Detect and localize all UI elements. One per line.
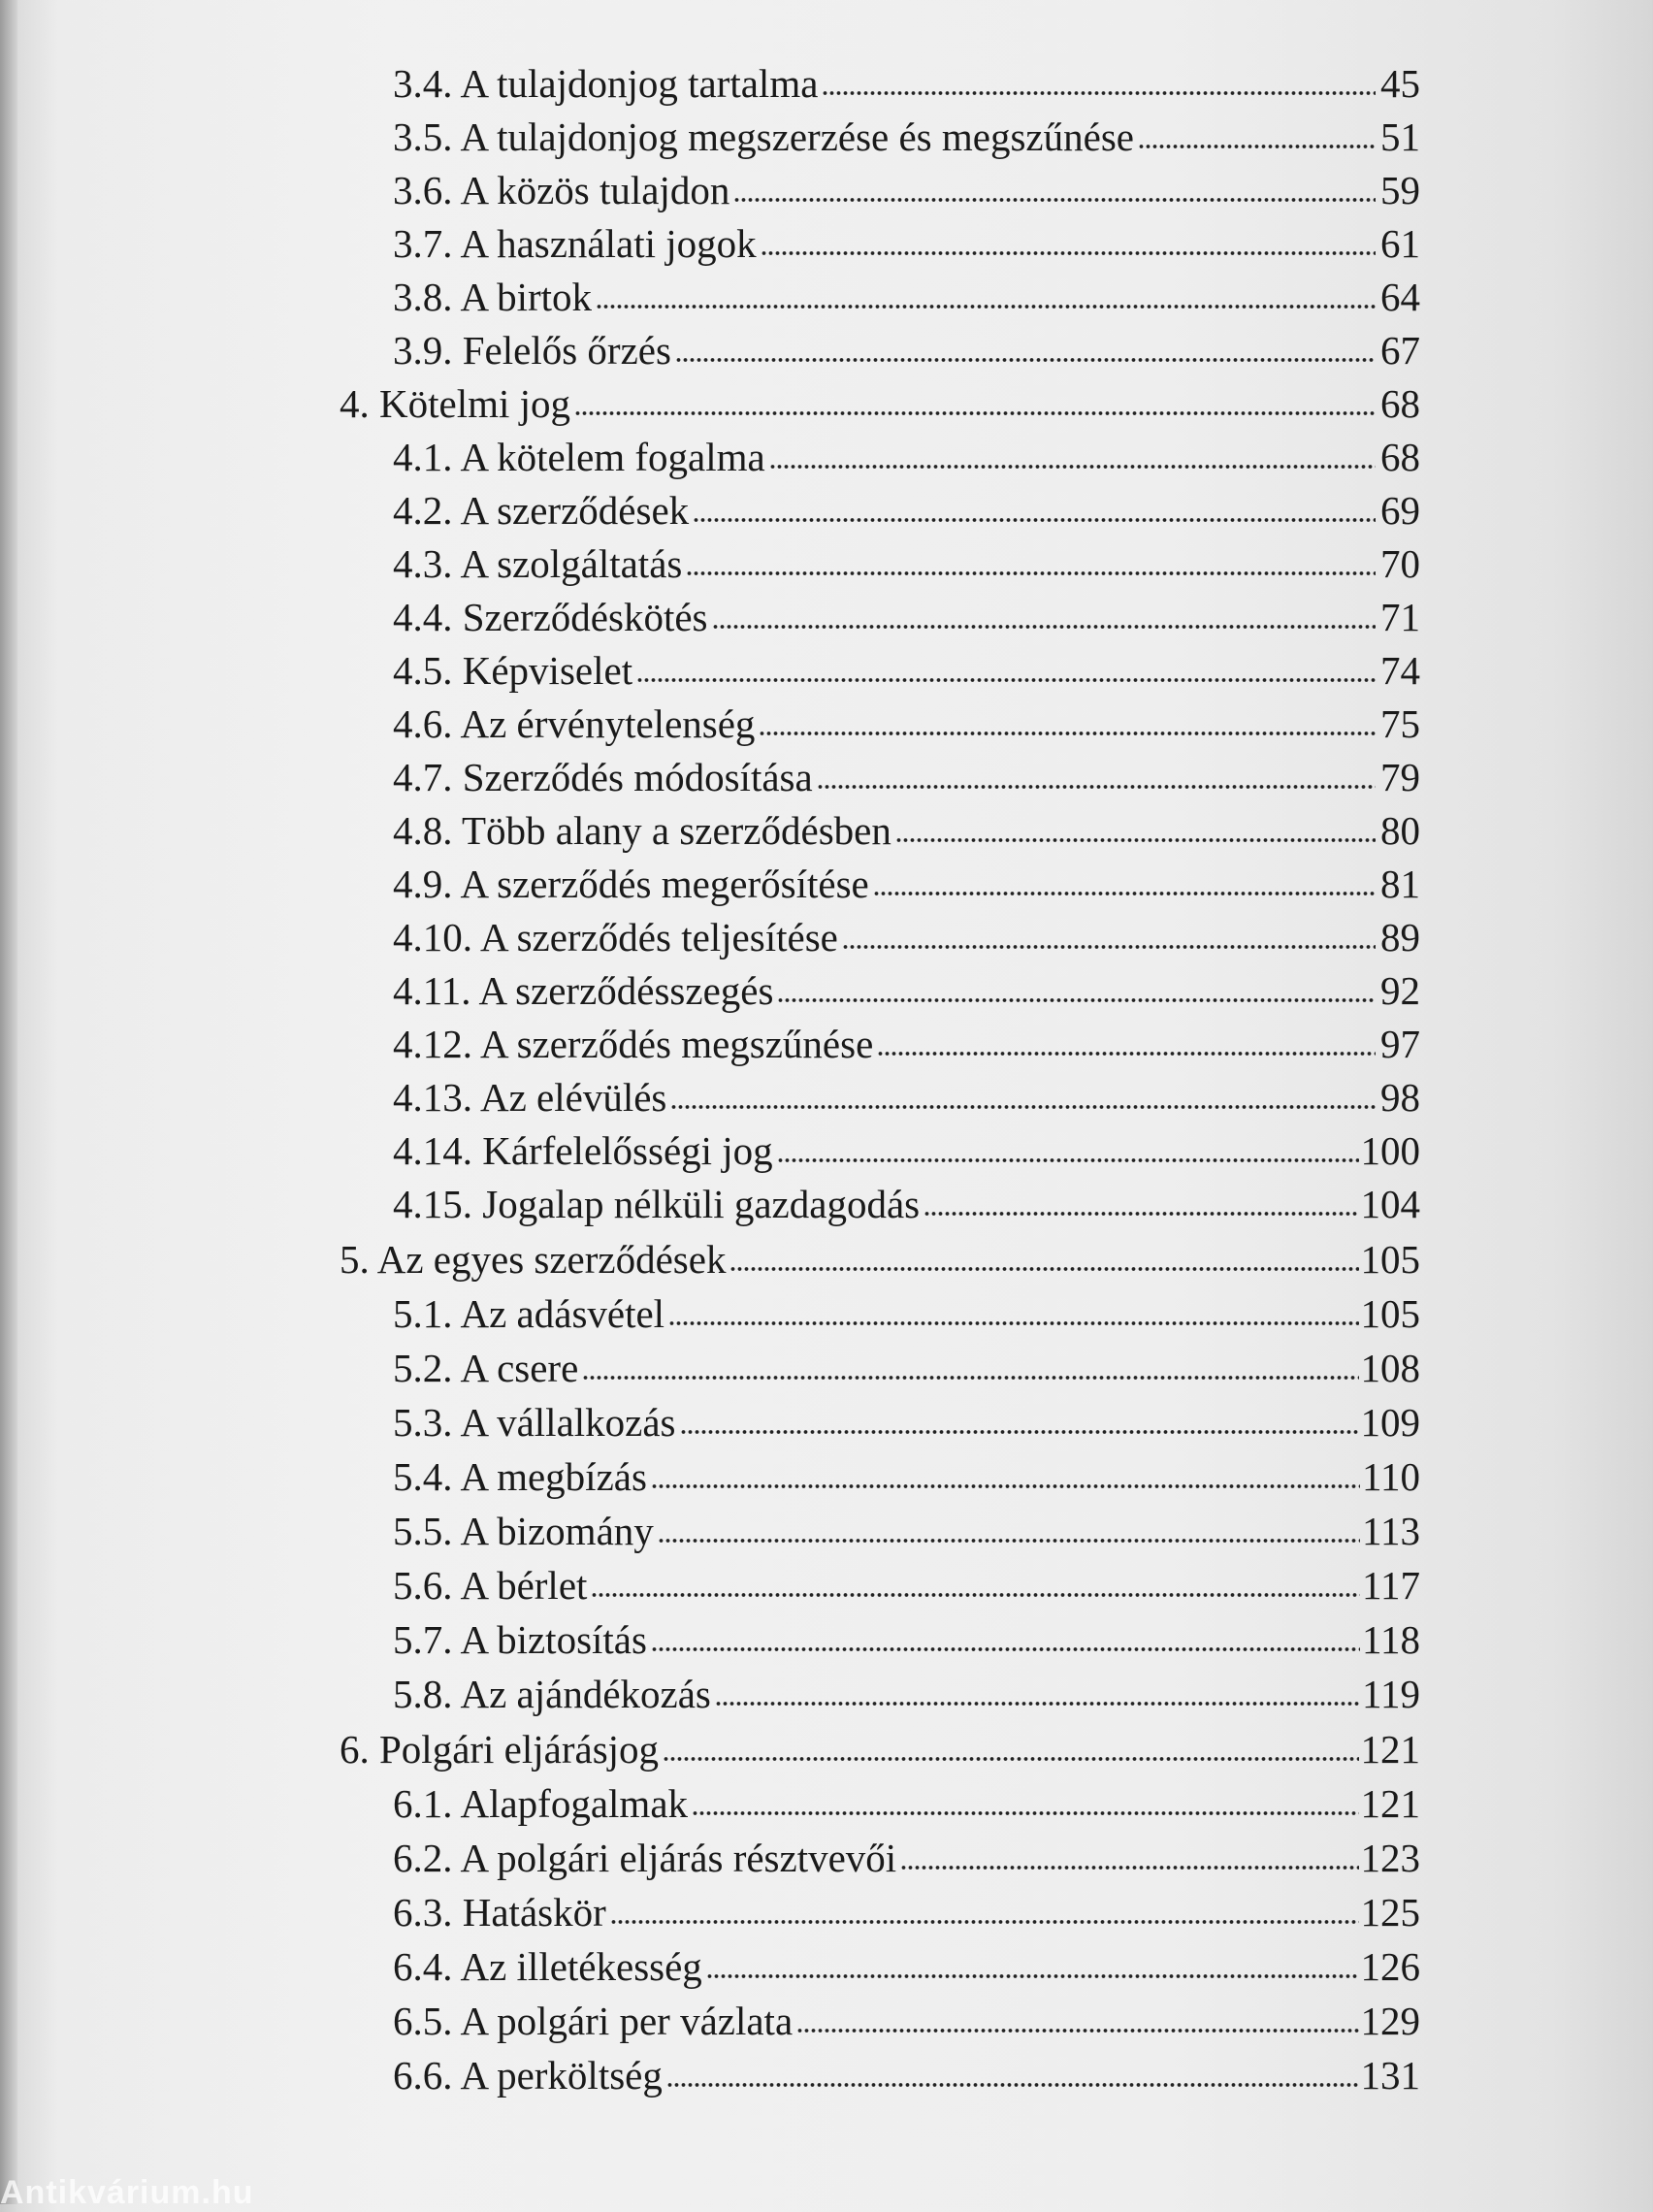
toc-chapter (340, 1234, 1420, 1285)
toc-leader-dots (822, 88, 1376, 98)
toc-entry (393, 1669, 1420, 1719)
toc-entry-page: 100 (1360, 1128, 1420, 1173)
toc-entry-page: 121 (1360, 1781, 1420, 1826)
toc-entry-page: 74 (1380, 648, 1420, 693)
toc-entry-page: 129 (1360, 1999, 1420, 2043)
toc-entry (393, 1451, 1420, 1502)
toc-entry-page: 51 (1380, 114, 1420, 159)
toc-entry (393, 1887, 1420, 1937)
toc-entry-title: 5.4. A megbízás (393, 1454, 647, 1499)
toc-leader-dots (686, 569, 1376, 578)
toc-entry-title: 4.6. Az érvénytelenség (393, 701, 756, 746)
toc-entry-page: 75 (1380, 701, 1420, 746)
toc-entry-title: 4.14. Kárfelelősségi jog (393, 1128, 773, 1173)
toc-entry-title: 5.7. A biztosítás (393, 1617, 647, 1662)
toc-leader-dots (693, 515, 1376, 525)
toc-entry (393, 1072, 1420, 1122)
toc-entry-title: 4.9. A szerződés megerősítése (393, 862, 869, 906)
toc-entry (393, 1778, 1420, 1829)
toc-entry-title: 3.7. A használati jogok (393, 221, 757, 266)
toc-leader-dots (712, 622, 1377, 632)
toc-entry-page: 81 (1380, 862, 1420, 906)
toc-entry-page: 118 (1362, 1617, 1420, 1662)
toc-entry (393, 1996, 1420, 2046)
toc-entry (393, 1288, 1420, 1339)
toc-entry-title: 3.5. A tulajdonjog megszerzése és megszűnése (393, 114, 1134, 159)
toc-leader-dots (733, 195, 1376, 205)
toc-leader-dots (636, 675, 1376, 685)
toc-entry (393, 1833, 1420, 1883)
toc-entry-page: 71 (1380, 595, 1420, 639)
toc-entry-page: 79 (1380, 755, 1420, 799)
toc-entry-page: 125 (1360, 1890, 1420, 1935)
toc-leader-dots (582, 1373, 1358, 1382)
toc-entry (393, 218, 1420, 269)
toc-entry (393, 859, 1420, 909)
toc-entry-page: 68 (1380, 435, 1420, 479)
toc-leader-dots (651, 1481, 1360, 1491)
toc-entry-page: 97 (1380, 1022, 1420, 1066)
toc-leader-dots (924, 1209, 1358, 1219)
toc-entry (393, 1614, 1420, 1665)
toc-leader-dots (729, 1264, 1358, 1274)
toc-leader-dots (692, 1808, 1358, 1818)
toc-entry (393, 912, 1420, 962)
toc-leader-dots (715, 1699, 1360, 1708)
toc-entry-page: 109 (1360, 1400, 1420, 1445)
toc-entry-title: 5.5. A bizomány (393, 1509, 654, 1553)
toc-entry-page: 45 (1380, 61, 1420, 106)
toc-chapter-page: 68 (1380, 381, 1420, 426)
toc-leader-dots (1138, 142, 1376, 151)
toc-entry-title: 3.8. A birtok (393, 275, 593, 319)
toc-entry-title: 4.3. A szolgáltatás (393, 541, 683, 586)
watermark: Antikvárium.hu (0, 2174, 254, 2211)
toc-entry-title: 6.6. A perköltség (393, 2053, 663, 2098)
toc-entry (393, 965, 1420, 1016)
toc-leader-dots (670, 1102, 1376, 1112)
toc-entry-page: 89 (1380, 915, 1420, 960)
toc-entry (393, 1506, 1420, 1556)
toc-entry-title: 3.6. A közös tulajdon (393, 168, 730, 212)
toc-leader-dots (680, 1427, 1359, 1437)
toc-entry (393, 325, 1420, 375)
toc-entry-title: 4.10. A szerződés teljesítése (393, 915, 838, 960)
toc-entry-title: 5.8. Az ajándékozás (393, 1672, 711, 1716)
toc-entry (393, 272, 1420, 322)
toc-leader-dots (591, 1590, 1360, 1600)
toc-entry-page: 67 (1380, 328, 1420, 373)
toc-leader-dots (777, 995, 1376, 1005)
toc-entry-page: 70 (1380, 541, 1420, 586)
toc-entry-title: 4.8. Több alany a szerződésben (393, 808, 891, 853)
toc-entry (393, 699, 1420, 749)
toc-entry-page: 59 (1380, 168, 1420, 212)
toc-leader-dots (817, 782, 1376, 792)
toc-entry (393, 1560, 1420, 1610)
toc-entry-title: 4.15. Jogalap nélküli gazdagodás (393, 1182, 921, 1226)
toc-entry-page: 64 (1380, 275, 1420, 319)
toc-entry-title: 3.9. Felelős őrzés (393, 328, 671, 373)
toc-leader-dots (596, 302, 1376, 311)
toc-entry-title: 4.12. A szerződés megszűnése (393, 1022, 874, 1066)
toc-entry-page: 92 (1380, 968, 1420, 1013)
toc-entry-page: 113 (1362, 1509, 1420, 1553)
toc-entry-page: 117 (1362, 1563, 1420, 1608)
toc-entry-title: 4.11. A szerződésszegés (393, 968, 774, 1013)
toc-entry-title: 4.5. Képviselet (393, 648, 633, 693)
toc-entry (393, 2050, 1420, 2100)
toc-leader-dots (668, 1318, 1358, 1328)
toc-entry (393, 1179, 1420, 1229)
toc-leader-dots (574, 408, 1376, 418)
toc-entry-page: 123 (1360, 1836, 1420, 1880)
toc-entry-title: 6.3. Hatáskör (393, 1890, 606, 1935)
toc-entry (393, 432, 1420, 482)
toc-leader-dots (769, 462, 1376, 472)
toc-leader-dots (877, 1049, 1376, 1058)
toc-entry-page: 104 (1360, 1182, 1420, 1226)
toc-entry-page: 108 (1360, 1346, 1420, 1390)
toc-leader-dots (651, 1644, 1360, 1654)
toc-entry-title: 6.5. A polgári per vázlata (393, 1999, 794, 2043)
toc-leader-dots (610, 1917, 1359, 1927)
toc-entry-page: 110 (1362, 1454, 1420, 1499)
toc-leader-dots (796, 2026, 1358, 2035)
toc-entry-title: 5.6. A bérlet (393, 1563, 588, 1608)
toc-entry (393, 112, 1420, 162)
toc-entry-page: 126 (1360, 1944, 1420, 1989)
toc-entry-title: 6.2. A polgári eljárás résztvevői (393, 1836, 897, 1880)
toc-entry-page: 80 (1380, 808, 1420, 853)
toc-entry-title: 6.1. Alapfogalmak (393, 1781, 689, 1826)
toc-entry-page: 69 (1380, 488, 1420, 533)
toc-entry-title: 4.2. A szerződések (393, 488, 690, 533)
toc-entry (393, 1343, 1420, 1393)
toc-leader-dots (666, 2080, 1359, 2090)
toc-entry (393, 592, 1420, 642)
toc-leader-dots (895, 835, 1376, 845)
toc-leader-dots (706, 1971, 1359, 1981)
toc-entry-page: 61 (1380, 221, 1420, 266)
toc-entry-title: 4.13. Az elévülés (393, 1075, 667, 1120)
toc-entry (393, 645, 1420, 696)
toc-entry-title: 4.4. Szerződéskötés (393, 595, 708, 639)
toc-leader-dots (663, 1754, 1358, 1764)
toc-leader-dots (759, 729, 1376, 738)
toc-entry-title: 4.1. A kötelem fogalma (393, 435, 765, 479)
toc-entry (393, 485, 1420, 536)
toc-entry (393, 752, 1420, 802)
toc-leader-dots (842, 942, 1376, 952)
toc-entry-page: 98 (1380, 1075, 1420, 1120)
toc-entry (393, 1125, 1420, 1176)
toc-entry (393, 805, 1420, 856)
toc-entry (393, 1397, 1420, 1448)
toc-entry (393, 538, 1420, 589)
toc-leader-dots (873, 889, 1376, 898)
toc-entry-page: 119 (1362, 1672, 1420, 1716)
toc-entry-title: 6.4. Az illetékesség (393, 1944, 702, 1989)
toc-entry-title: 4.7. Szerződés módosítása (393, 755, 813, 799)
toc-entry-title: 5.2. A csere (393, 1346, 579, 1390)
toc-leader-dots (900, 1863, 1358, 1872)
toc-leader-dots (777, 1155, 1359, 1165)
toc-chapter-page: 105 (1360, 1237, 1420, 1282)
toc-chapter (340, 1724, 1420, 1774)
toc-entry-title: 3.4. A tulajdonjog tartalma (393, 61, 819, 106)
toc-chapter-title: 4. Kötelmi jog (340, 381, 571, 426)
toc-chapter-page: 121 (1360, 1727, 1420, 1772)
toc-chapter (340, 378, 1420, 429)
toc-entry-page: 105 (1360, 1291, 1420, 1336)
toc-leader-dots (675, 355, 1376, 365)
toc-leader-dots (761, 248, 1376, 258)
toc-entry (393, 1019, 1420, 1069)
toc-entry (393, 165, 1420, 215)
toc-entry (393, 58, 1420, 109)
toc-chapter-title: 5. Az egyes szerződések (340, 1237, 727, 1282)
toc-entry-page: 131 (1360, 2053, 1420, 2098)
toc-entry-title: 5.3. A vállalkozás (393, 1400, 676, 1445)
toc-chapter-title: 6. Polgári eljárásjog (340, 1727, 660, 1772)
toc-entry (393, 1941, 1420, 1992)
toc-leader-dots (658, 1536, 1360, 1545)
toc-entry-title: 5.1. Az adásvétel (393, 1291, 665, 1336)
